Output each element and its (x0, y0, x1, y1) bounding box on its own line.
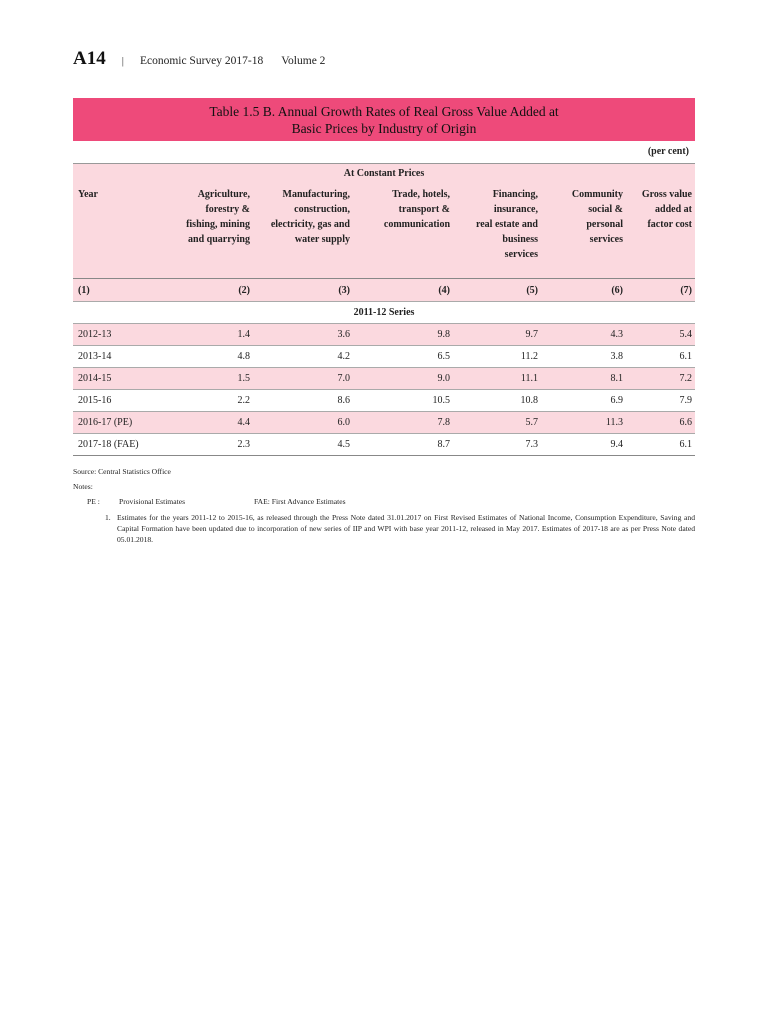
table-row (73, 434, 695, 456)
value-cell: 7.2 (626, 368, 695, 390)
column-number: (5) (453, 279, 541, 302)
column-number-row (73, 279, 695, 302)
value-cell: 7.3 (453, 434, 541, 456)
abbreviation-row (73, 494, 695, 509)
year-cell: 2013-14 (73, 346, 166, 368)
value-cell: 9.8 (353, 324, 453, 346)
value-cell: 11.2 (453, 346, 541, 368)
value-cell: 7.8 (353, 412, 453, 434)
table-row (73, 412, 695, 434)
value-cell: 5.7 (453, 412, 541, 434)
value-cell: 4.4 (166, 412, 253, 434)
table-title-line-1: Table 1.5 B. Annual Growth Rates of Real Gross Value Added at (209, 103, 559, 119)
column-number: (7) (626, 279, 695, 302)
column-header: Year (78, 189, 98, 200)
year-cell: 2016-17 (PE) (73, 412, 166, 434)
column-header: Financing, insurance, real estate and business services (475, 189, 538, 260)
value-cell: 8.1 (541, 368, 626, 390)
value-cell: 10.5 (353, 390, 453, 412)
column-header: Gross value added at factor cost (641, 189, 692, 230)
value-cell: 11.3 (541, 412, 626, 434)
value-cell: 10.8 (453, 390, 541, 412)
growth-rates-table (73, 98, 695, 456)
column-header: Community social & personal services (571, 189, 623, 245)
column-number: (3) (253, 279, 353, 302)
table-title-line-2: Basic Prices by Industry of Origin (291, 120, 477, 136)
value-cell: 2.3 (166, 434, 253, 456)
year-cell: 2015-16 (73, 390, 166, 412)
value-cell: 9.4 (541, 434, 626, 456)
value-cell: 11.1 (453, 368, 541, 390)
column-header-row (73, 184, 695, 279)
column-header: Trade, hotels, transport & communication (383, 189, 450, 230)
table-row (73, 346, 695, 368)
table-row (73, 368, 695, 390)
header-separator: | (121, 55, 124, 67)
column-number: (4) (353, 279, 453, 302)
note-1-index: 1. (105, 513, 111, 522)
publication-title: Economic Survey 2017-18 (139, 55, 264, 67)
value-cell: 9.0 (353, 368, 453, 390)
series-label: 2011-12 Series (73, 302, 695, 324)
pe-abbreviation: PE : (87, 497, 100, 506)
year-cell: 2012-13 (73, 324, 166, 346)
value-cell: 7.0 (253, 368, 353, 390)
value-cell: 5.4 (626, 324, 695, 346)
note-1 (73, 512, 695, 545)
fae-description: FAE: First Advance Estimates (254, 497, 346, 506)
column-number: (6) (541, 279, 626, 302)
value-cell: 6.0 (253, 412, 353, 434)
value-cell: 8.7 (353, 434, 453, 456)
table-row (73, 324, 695, 346)
pe-description: Provisional Estimates (119, 497, 186, 506)
value-cell: 6.5 (353, 346, 453, 368)
value-cell: 1.5 (166, 368, 253, 390)
series-row (73, 302, 695, 324)
year-cell: 2017-18 (FAE) (73, 434, 166, 456)
column-header: Agriculture, forestry & fishing, mining and quarrying (186, 189, 250, 245)
value-cell: 4.8 (166, 346, 253, 368)
value-cell: 6.9 (541, 390, 626, 412)
value-cell: 7.9 (626, 390, 695, 412)
value-cell: 6.6 (626, 412, 695, 434)
unit-label: (per cent) (73, 141, 695, 164)
notes-label: Notes: (73, 482, 93, 491)
volume-label: Volume 2 (281, 55, 326, 67)
page-number: A14 (73, 48, 106, 69)
table-row (73, 390, 695, 412)
value-cell: 4.2 (253, 346, 353, 368)
table-title (73, 98, 695, 141)
value-cell: 3.8 (541, 346, 626, 368)
source-note: Source: Central Statistics Office (73, 467, 171, 476)
value-cell: 4.5 (253, 434, 353, 456)
value-cell: 6.1 (626, 434, 695, 456)
table-notes (73, 464, 695, 545)
value-cell: 3.6 (253, 324, 353, 346)
value-cell: 4.3 (541, 324, 626, 346)
column-header: Manufacturing, construction, electricity, gas and water supply (270, 189, 350, 245)
page-header (73, 48, 325, 72)
column-number: (2) (166, 279, 253, 302)
note-1-text: Estimates for the years 2011-12 to 2015-16, as released through the Press Note dated 31.01.2017 on First Revised Estimates of National Income, Consumption Expenditure, Saving and Capital Formation have been updated due to incorporation of new series of IIP and WPI with base year 2011-12, released in May 2017. Estimates of 2017-18 are as per Press Note dated 05.01.2018. (117, 513, 695, 544)
value-cell: 1.4 (166, 324, 253, 346)
value-cell: 8.6 (253, 390, 353, 412)
data-table (73, 184, 695, 456)
value-cell: 2.2 (166, 390, 253, 412)
price-basis-label: At Constant Prices (73, 164, 695, 184)
column-number: (1) (73, 279, 166, 302)
value-cell: 6.1 (626, 346, 695, 368)
value-cell: 9.7 (453, 324, 541, 346)
year-cell: 2014-15 (73, 368, 166, 390)
